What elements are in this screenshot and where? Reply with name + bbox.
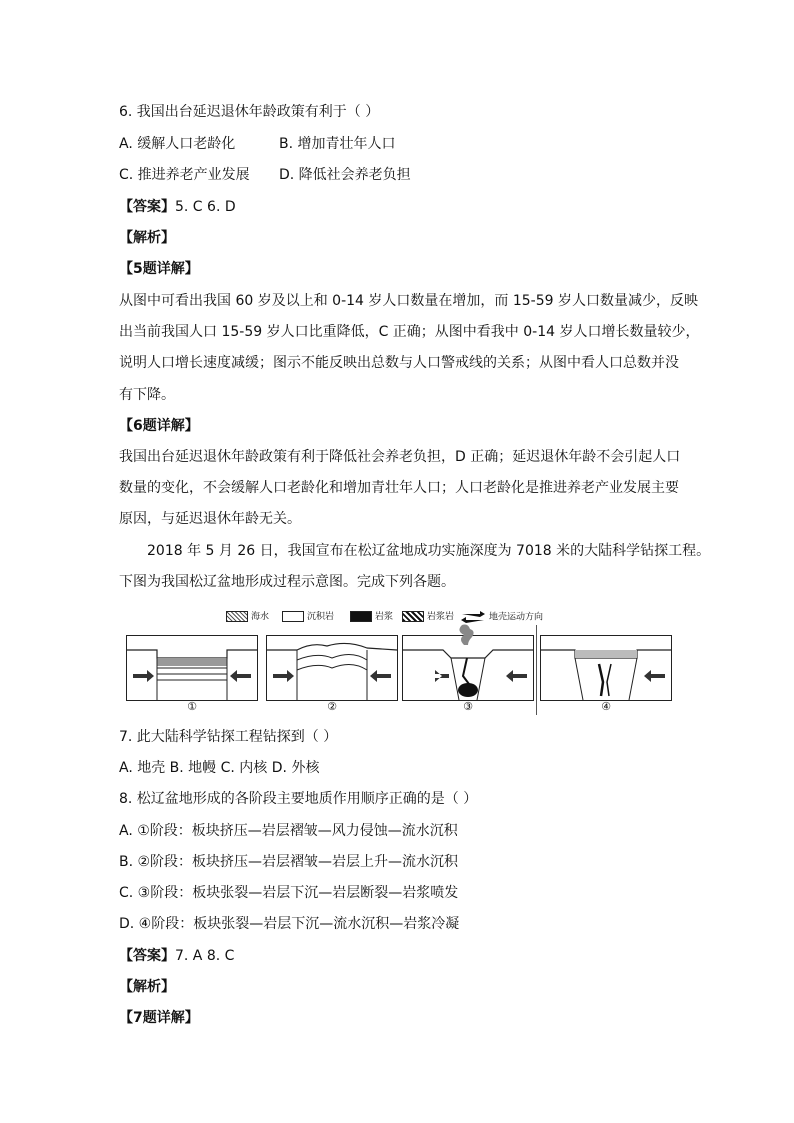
legend-seawater: 海水 xyxy=(226,611,269,625)
legend-igneous-rock: 岩浆岩 xyxy=(402,611,454,625)
q6-option-d: D. 降低社会养老负担 xyxy=(279,167,411,183)
seawater-swatch xyxy=(226,611,248,622)
q8-option-c: C. ③阶段：板块张裂—岩层下沉—岩层断裂—岩浆喷发 xyxy=(119,885,459,901)
analysis-label-1: 【解析】 xyxy=(119,230,175,246)
magma-swatch xyxy=(350,611,372,622)
analysis-label-2: 【解析】 xyxy=(119,979,175,995)
panel-label-4: ④ xyxy=(601,700,611,713)
detail5-heading: 【5题详解】 xyxy=(119,261,199,277)
sedimentary-swatch xyxy=(282,611,304,622)
q7-stem: 7. 此大陆科学钻探工程钻探到（ ） xyxy=(119,729,338,745)
intro-line: 下图为我国松辽盆地形成过程示意图。完成下列各题。 xyxy=(119,574,455,590)
q7-options: A. 地壳 B. 地幔 C. 内核 D. 外核 xyxy=(119,760,320,776)
volcanic-plume-icon xyxy=(454,623,478,645)
basin-formation-diagram xyxy=(120,603,676,717)
q6-option-b: B. 增加青壮年人口 xyxy=(279,136,396,152)
diagram-panel-2 xyxy=(266,635,398,701)
legend-magma: 岩浆 xyxy=(350,611,393,625)
q6-stem: 6. 我国出台延迟退休年龄政策有利于（ ） xyxy=(119,104,380,120)
answer-text: 5. C 6. D xyxy=(175,199,236,215)
panel-label-3: ③ xyxy=(463,700,473,713)
igneous-swatch xyxy=(402,611,424,622)
detail6-heading: 【6题详解】 xyxy=(119,418,199,434)
detail5-line: 出当前我国人口 15-59 岁人口比重降低，C 正确；从图中看我中 0-14 岁人口增长数量较少， xyxy=(119,324,700,340)
q8-stem: 8. 松辽盆地形成的各阶段主要地质作用顺序正确的是（ ） xyxy=(119,791,478,807)
answer-text: 7. A 8. C xyxy=(175,948,235,964)
detail5-line: 从图中可看出我国 60 岁及以上和 0-14 岁人口数量在增加，而 15-59 岁人口数量减少，反映 xyxy=(119,293,698,309)
detail6-line: 我国出台延迟退休年龄政策有利于降低社会养老负担，D 正确；延迟退休年龄不会引起人口 xyxy=(119,449,681,465)
q6-option-c: C. 推进养老产业发展 xyxy=(119,167,250,183)
double-arrow-icon xyxy=(460,611,486,623)
detail5-line: 有下降。 xyxy=(119,387,175,403)
intro-line: 2018 年 5 月 26 日，我国宣布在松辽盆地成功实施深度为 7018 米的大陆科学钻探工程。 xyxy=(147,543,711,559)
detail5-line: 说明人口增长速度减缓；图示不能反映出总数与人口警戒线的关系；从图中看人口总数并没 xyxy=(119,355,679,371)
legend-crust-motion: 地壳运动方向 xyxy=(460,611,543,625)
panel-label-1: ① xyxy=(187,700,197,713)
q8-option-d: D. ④阶段：板块张裂—岩层下沉—流水沉积—岩浆冷凝 xyxy=(119,916,460,932)
panel-label-2: ② xyxy=(327,700,337,713)
diagram-panel-4 xyxy=(540,635,672,701)
detail7-heading: 【7题详解】 xyxy=(119,1010,199,1026)
answer-block-2 xyxy=(119,946,234,966)
legend-sedimentary-rock: 沉积岩 xyxy=(282,611,334,625)
detail6-line: 原因，与延迟退休年龄无关。 xyxy=(119,511,301,527)
diagram-panel-1 xyxy=(126,635,258,701)
answer-label: 【答案】 xyxy=(119,948,175,964)
answer-block-1 xyxy=(119,197,236,217)
panel-divider xyxy=(536,625,537,715)
q8-option-a: A. ①阶段：板块挤压—岩层褶皱—风力侵蚀—流水沉积 xyxy=(119,823,458,839)
answer-label: 【答案】 xyxy=(119,199,175,215)
q6-option-a: A. 缓解人口老龄化 xyxy=(119,136,236,152)
q8-option-b: B. ②阶段：板块挤压—岩层褶皱—岩层上升—流水沉积 xyxy=(119,854,459,870)
detail6-line: 数量的变化，不会缓解人口老龄化和增加青壮年人口；人口老龄化是推进养老产业发展主要 xyxy=(119,480,679,496)
